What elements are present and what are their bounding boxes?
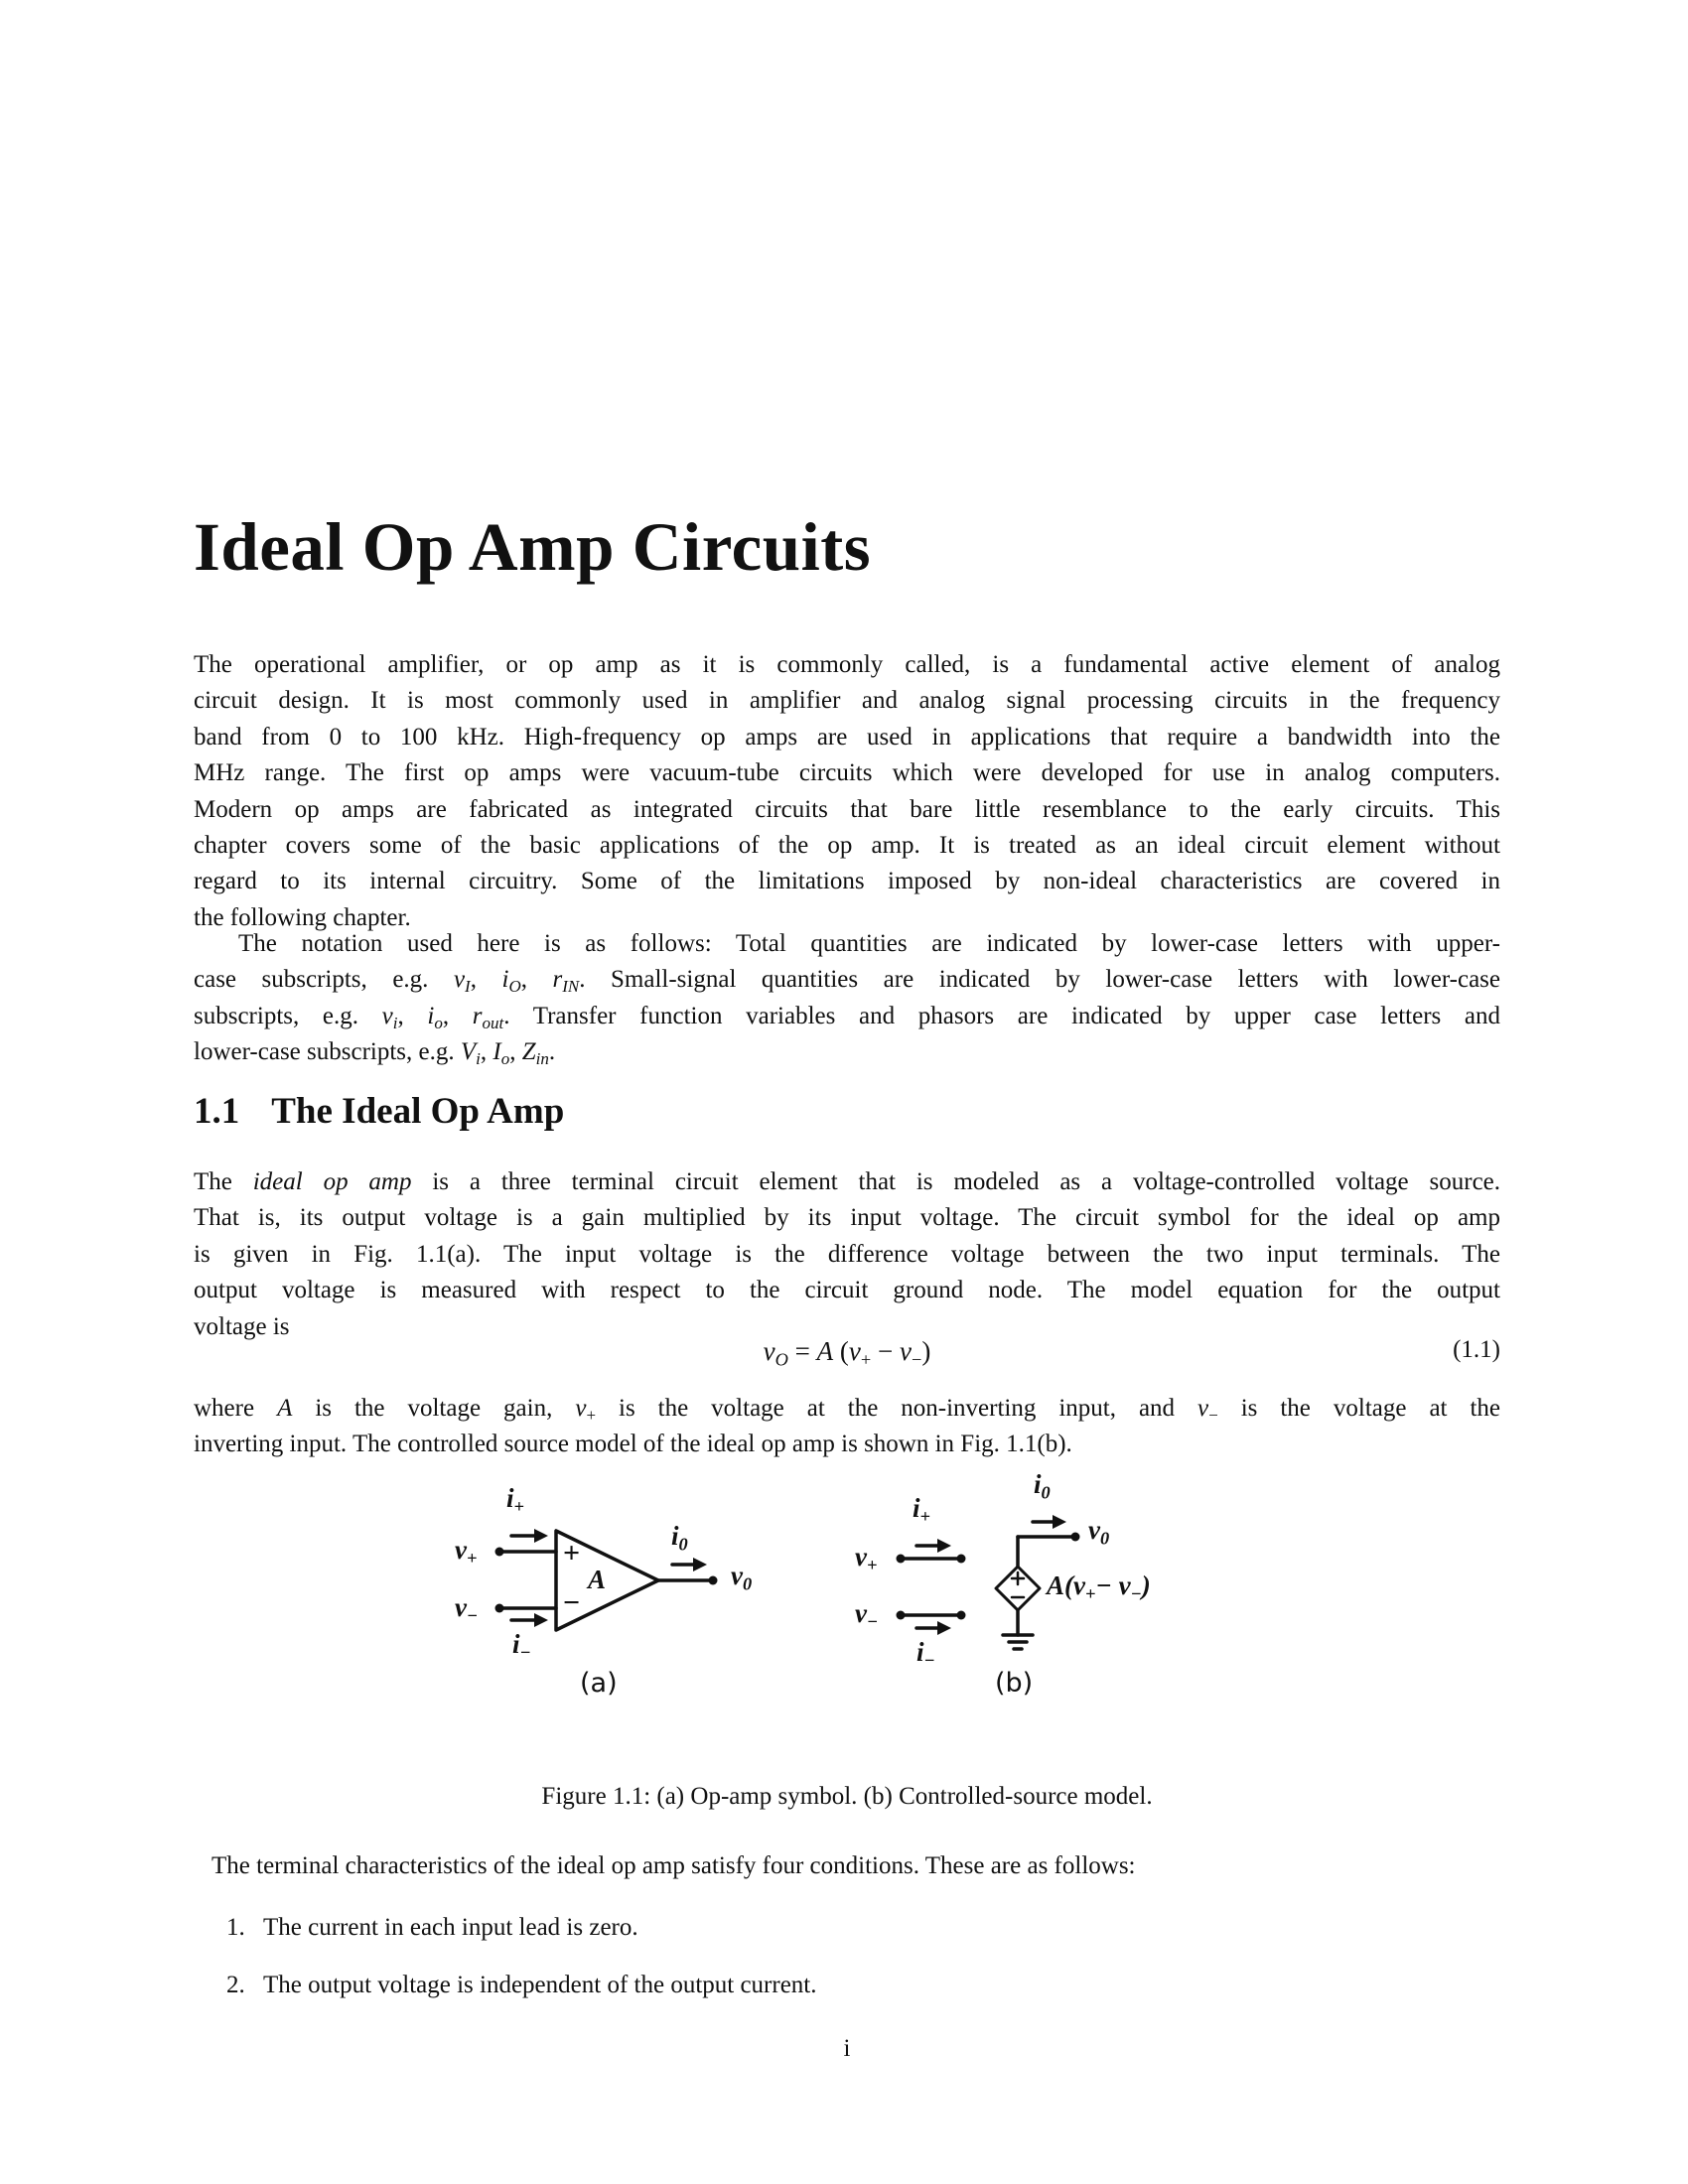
label-i-minus-b: $i_-$ (916, 1637, 935, 1671)
label-i-minus-a: $i_-$ (512, 1629, 531, 1663)
label-v-minus-b: $v_-$ (855, 1598, 879, 1632)
equation-1-1 (194, 1336, 1500, 1370)
figure-caption: Figure 1.1: (a) Op-amp symbol. (b) Controlled-source model. (541, 1783, 1153, 1810)
text-line: chapter covers some of the basic applications of the op amp. It is treated as an ideal circuit element without (194, 832, 1500, 860)
label-i-out-a: $i_0$ (671, 1521, 688, 1555)
text-line: subscripts, e.g. $v_i$, $i_o$, $r_{out}$. Transfer function variables and phasors are indicated by upper case letters and (194, 1002, 1500, 1032)
noninverting-input-sign: + (563, 1537, 581, 1570)
text-line: Modern op amps are fabricated as integrated circuits that bare little resemblance to the early circuits. This (194, 795, 1500, 823)
text-line: lower-case subscripts, e.g. $V_i$, $I_o$, $Z_{in}$. (194, 1038, 556, 1069)
controlled-source-label: $A(v_+- v_-)$ (1047, 1570, 1151, 1604)
item-number: 1. (226, 1914, 245, 1941)
text-line: The operational amplifier, or op amp as it is commonly called, is a fundamental active element of analog (194, 651, 1500, 678)
label-v-minus-a: $v_-$ (455, 1592, 479, 1626)
condition-item-1 (194, 1914, 1500, 1942)
label-i-plus-b: $i_+$ (913, 1493, 930, 1527)
terminal-characteristics-paragraph: The terminal characteristics of the ideal op amp satisfy four conditions. These are as follows: (211, 1852, 1136, 1879)
text-line: The notation used here is as follows: Total quantities are indicated by lower-case letters with upper- (238, 930, 1500, 957)
text-line: output voltage is measured with respect to the circuit ground node. The model equation for the output (194, 1277, 1500, 1304)
text-line: voltage is (194, 1312, 290, 1340)
equation-body: $v_O = A$ $(v_+ - v_-)$ (763, 1336, 931, 1370)
label-v-plus-b: $v_+$ (855, 1542, 878, 1575)
item-text: The output voltage is independent of the output current. (263, 1972, 817, 1998)
subfigure-b-tag: (b) (995, 1668, 1034, 1699)
section-number: 1.1 (194, 1091, 240, 1132)
figure-1-1 (437, 1469, 1201, 1717)
notation-paragraph (194, 926, 1500, 1071)
intro-paragraph (194, 647, 1500, 936)
text-line: band from 0 to 100 kHz. High-frequency op amps are used in applications that require a bandwidth into the (194, 723, 1500, 751)
label-i-plus-a: $i_+$ (506, 1483, 524, 1517)
page-number: i (843, 2035, 851, 2062)
text-line: inverting input. The controlled source model of the ideal op amp is shown in Fig. 1.1(b). (194, 1431, 1072, 1458)
label-v-out-b: $v_0$ (1088, 1515, 1110, 1549)
condition-item-2 (194, 1972, 1500, 1999)
chapter-title: Ideal Op Amp Circuits (194, 509, 872, 586)
text-line: The ideal op amp is a three terminal circuit element that is modeled as a voltage-controlled voltage source. (194, 1168, 1501, 1195)
label-v-plus-a: $v_+$ (455, 1535, 478, 1569)
label-i-out-b: $i_0$ (1034, 1469, 1051, 1503)
equation-number: (1.1) (1453, 1336, 1500, 1363)
text-line: MHz range. The first op amps were vacuum-tube circuits which were developed for use in analog computers. (194, 759, 1500, 787)
label-gain-a: A (588, 1565, 607, 1594)
text-line: the following chapter. (194, 903, 411, 931)
item-number: 2. (226, 1972, 245, 1998)
text-line: where A is the voltage gain, $v_+$ is the voltage at the non-inverting input, and $v_-$ is the voltage at the (194, 1395, 1501, 1426)
ideal-paragraph (194, 1164, 1500, 1345)
text-line: That is, its output voltage is a gain multiplied by its input voltage. The circuit symbol for the ideal op amp (194, 1204, 1500, 1232)
section-heading (194, 1090, 564, 1133)
label-v-out-a: $v_0$ (731, 1561, 753, 1594)
where-paragraph (194, 1391, 1500, 1463)
text-line: is given in Fig. 1.1(a). The input voltage is the difference voltage between the two input terminals. The (194, 1240, 1500, 1268)
inverting-input-sign: − (563, 1586, 581, 1619)
section-title: The Ideal Op Amp (271, 1091, 565, 1132)
text-line: case subscripts, e.g. $v_I$, $i_O$, $r_{IN}$. Small-signal quantities are indicated by lower-case letters with lower-case (194, 966, 1500, 997)
text-line: circuit design. It is most commonly used in amplifier and analog signal processing circuits in the frequency (194, 687, 1500, 715)
text-line: regard to its internal circuitry. Some of the limitations imposed by non-ideal characteristics are covered in (194, 868, 1500, 895)
item-text: The current in each input lead is zero. (263, 1914, 638, 1941)
subfigure-a-tag: (a) (580, 1668, 618, 1699)
